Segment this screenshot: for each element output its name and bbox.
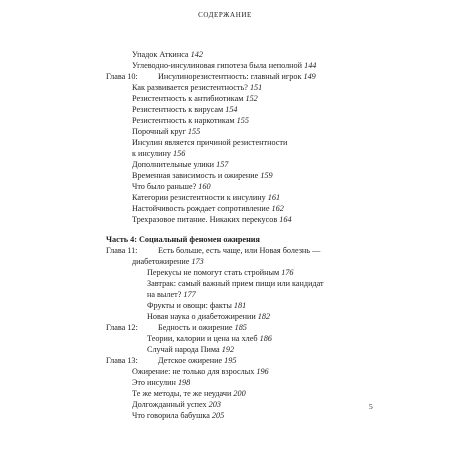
toc-entry: [147, 311, 376, 322]
toc-entry-page: 200: [233, 389, 246, 398]
toc-entry-page: 142: [190, 50, 203, 59]
page-number: 5: [369, 402, 373, 411]
toc-entry-page: 155: [187, 127, 201, 136]
toc-entry-page: 186: [259, 334, 272, 343]
toc-entry: [132, 366, 376, 377]
chapter-page: 149: [303, 72, 316, 81]
toc-entry-text: Трехразовое питание. Никаких перекусов: [132, 215, 280, 224]
toc-entry-page: 176: [281, 268, 294, 277]
toc-entry-page: 161: [267, 193, 281, 202]
toc-entry-text: Инсулин является причиной резистентности: [132, 138, 288, 147]
toc-entry: [147, 344, 376, 355]
chapter-label: Глава 11:: [106, 246, 138, 255]
chapter-page: 195: [224, 356, 237, 365]
toc-entry-text: Порочный круг: [132, 127, 188, 136]
toc-entry: [132, 137, 376, 148]
toc-entry-page: 203: [208, 400, 221, 409]
chapter-title: Бедность и ожирение: [158, 323, 235, 332]
toc-entry-page: 162: [271, 204, 284, 213]
toc-entry-text: Теории, калории и цена на хлеб: [147, 334, 260, 343]
chapter-title-cont: диабетожирение: [132, 257, 192, 266]
table-of-contents: [106, 49, 376, 421]
toc-entry-text: Дополнительные улики: [132, 160, 217, 169]
toc-entry: [132, 192, 376, 203]
toc-entry-continuation: [147, 289, 376, 300]
toc-entry-text: Перекусы не помогут стать стройным: [147, 268, 282, 277]
toc-entry-page: 181: [233, 301, 247, 310]
toc-entry-text: Фрукты и овощи: факты: [147, 301, 234, 310]
toc-entry: [132, 93, 376, 104]
toc-entry-text: Случай народа Пима: [147, 345, 222, 354]
running-header: СОДЕРЖАНИЕ: [198, 11, 252, 19]
toc-entry-text: Что говорила бабушка: [132, 411, 212, 420]
toc-entry-page: 155: [236, 116, 249, 125]
toc-entry: [132, 115, 376, 126]
toc-entry: [147, 300, 376, 311]
chapter-13-heading: [106, 355, 376, 366]
chapter-label: Глава 12:: [106, 323, 138, 332]
toc-entry-page: 152: [245, 94, 258, 103]
toc-entry-page: 157: [216, 160, 229, 169]
toc-entry-text: Настойчивость рождает сопротивление: [132, 204, 272, 213]
toc-entry-text: Углеводно-инсулиновая гипотеза была неполной: [132, 61, 305, 70]
toc-entry-text: к инсулину: [132, 149, 174, 158]
toc-entry-text: Резистентность к вирусам: [132, 105, 226, 114]
toc-entry: [132, 181, 376, 192]
toc-entry-page: 177: [183, 290, 196, 299]
toc-entry-text: Резистентность к наркотикам: [132, 116, 237, 125]
toc-entry-page: 205: [211, 411, 225, 420]
toc-entry: [147, 278, 376, 289]
toc-entry-page: 151: [249, 83, 263, 92]
toc-entry: [132, 377, 376, 388]
chapter-title: Детское ожирение: [158, 356, 225, 365]
toc-entry-page: 198: [177, 378, 191, 387]
toc-entry-text: Резистентность к антибиотикам: [132, 94, 246, 103]
part-4-heading: Часть 4: Социальный феномен ожирения: [106, 235, 260, 244]
toc-entry: [132, 104, 376, 115]
toc-entry-page: 159: [260, 171, 273, 180]
toc-entry-text: Временная зависимость и ожирение: [132, 171, 261, 180]
chapter-11-heading-continuation: [132, 256, 376, 267]
toc-entry-page: 144: [304, 61, 317, 70]
toc-entry-page: 192: [221, 345, 235, 354]
chapter-page: 185: [234, 323, 247, 332]
toc-entry-page: 196: [256, 367, 269, 376]
chapter-11-heading: [106, 245, 376, 256]
toc-entry: [132, 388, 376, 399]
chapter-12-heading: [106, 322, 376, 333]
toc-entry: [132, 410, 376, 421]
toc-entry-text: Те же методы, те же неудачи: [132, 389, 234, 398]
toc-entry-page: 160: [198, 182, 211, 191]
toc-entry: [132, 126, 376, 137]
toc-entry: [132, 170, 376, 181]
toc-entry-text: Ожирение: не только для взрослых: [132, 367, 257, 376]
toc-entry-text: Как развивается резистентность?: [132, 83, 250, 92]
toc-entry: [132, 49, 376, 60]
toc-entry-text: на вылет?: [147, 290, 184, 299]
toc-entry-page: 164: [279, 215, 292, 224]
toc-entry-text: Новая наука о диабетожирении: [147, 312, 258, 321]
toc-entry-text: Что было раньше?: [132, 182, 199, 191]
chapter-title: Инсулинорезистентность: главный игрок: [158, 72, 304, 81]
toc-entry: [132, 214, 376, 225]
section-gap: [106, 225, 376, 234]
toc-entry-text: Это инсулин: [132, 378, 178, 387]
toc-entry: [132, 203, 376, 214]
toc-entry-text: Долгожданный успех: [132, 400, 209, 409]
toc-entry-text: Завтрак: самый важный прием пищи или кандидат: [147, 279, 324, 288]
toc-entry: [132, 159, 376, 170]
chapter-label: Глава 13:: [106, 356, 138, 365]
toc-entry-text: Категории резистентности к инсулину: [132, 193, 268, 202]
toc-entry: [147, 333, 376, 344]
toc-entry-page: 156: [173, 149, 186, 158]
toc-entry-page: 154: [225, 105, 238, 114]
chapter-page: 173: [191, 257, 204, 266]
toc-entry-page: 182: [257, 312, 271, 321]
toc-entry: [132, 82, 376, 93]
toc-entry: [147, 267, 376, 278]
chapter-label: Глава 10:: [106, 72, 138, 81]
toc-entry: [132, 60, 376, 71]
chapter-10-heading: [106, 71, 376, 82]
toc-entry-text: Упадок Аткинса: [132, 50, 191, 59]
chapter-title: Есть больше, есть чаще, или Новая болезнь —: [158, 246, 321, 255]
toc-entry-continuation: [132, 148, 376, 159]
toc-entry: [132, 399, 376, 410]
